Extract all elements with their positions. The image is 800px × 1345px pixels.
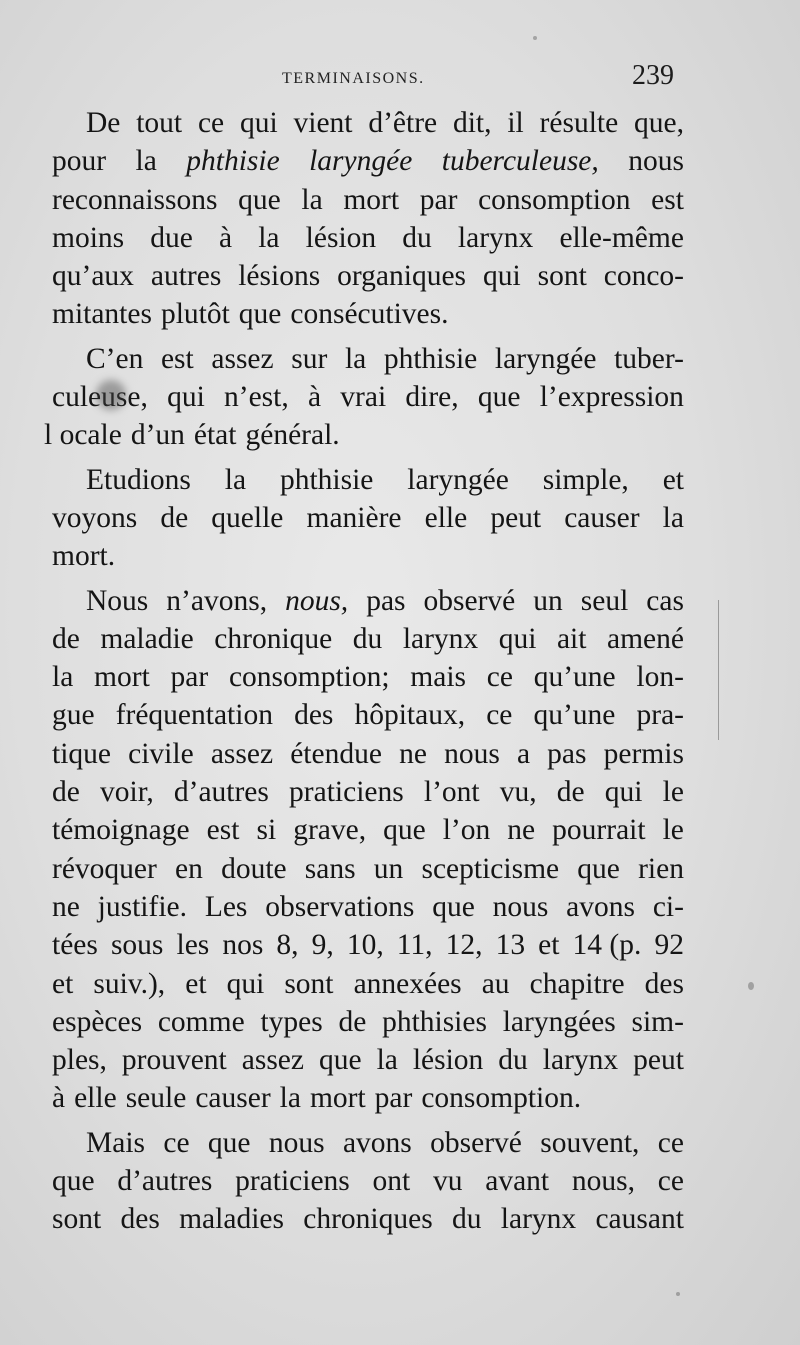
word: seul bbox=[580, 584, 629, 617]
word: lésion bbox=[305, 221, 377, 254]
word: 9, bbox=[311, 929, 334, 962]
word: qui bbox=[604, 776, 643, 809]
text-line bbox=[44, 416, 684, 454]
word: le bbox=[662, 776, 684, 809]
word: prouvent bbox=[121, 1044, 227, 1077]
word: maladie bbox=[100, 622, 194, 655]
text-line bbox=[52, 811, 684, 849]
word: observé bbox=[423, 584, 516, 617]
word: ce bbox=[657, 1165, 684, 1198]
word: pourrait bbox=[552, 814, 646, 847]
word: praticiens bbox=[235, 1165, 350, 1198]
text-line bbox=[52, 1079, 684, 1117]
word: que bbox=[238, 298, 282, 331]
word: à bbox=[219, 221, 233, 254]
word: des bbox=[120, 1203, 160, 1236]
word: maladies bbox=[179, 1203, 284, 1236]
word: cas bbox=[646, 584, 684, 617]
text-line bbox=[52, 1124, 684, 1162]
word: que bbox=[432, 890, 475, 923]
word: comme bbox=[157, 1005, 245, 1038]
word: qui bbox=[226, 967, 265, 1000]
word: consomption bbox=[478, 183, 631, 216]
word: ce bbox=[486, 699, 513, 732]
word: vrai bbox=[340, 381, 387, 414]
word: ne bbox=[507, 814, 536, 847]
word: et bbox=[662, 463, 684, 496]
word: du bbox=[498, 1044, 528, 1077]
word: mort bbox=[94, 661, 150, 694]
word: praticiens bbox=[289, 776, 404, 809]
word: des bbox=[294, 699, 334, 732]
text-line bbox=[52, 295, 684, 333]
word: état bbox=[193, 419, 237, 452]
word: causer bbox=[195, 1082, 271, 1115]
word: d’autres bbox=[173, 776, 269, 809]
word: que bbox=[238, 183, 281, 216]
word: sont bbox=[284, 967, 334, 1000]
ink-blot bbox=[96, 380, 126, 410]
word: causer bbox=[564, 501, 640, 534]
word: témoignage bbox=[52, 814, 190, 847]
text-line bbox=[52, 142, 684, 180]
word: par bbox=[374, 1082, 413, 1115]
word: peut bbox=[490, 501, 542, 534]
word: du bbox=[402, 221, 432, 254]
word: assez bbox=[241, 1044, 304, 1077]
word: est bbox=[160, 342, 194, 375]
word: ce bbox=[657, 1126, 684, 1159]
word: il bbox=[507, 107, 524, 139]
word: ci- bbox=[652, 890, 684, 923]
word: 12, bbox=[445, 929, 483, 962]
word: 8, bbox=[276, 929, 299, 962]
word: Les bbox=[204, 890, 248, 923]
text-line bbox=[52, 850, 684, 888]
word: Etudions bbox=[86, 463, 191, 496]
word: voir, bbox=[100, 776, 154, 809]
word: est bbox=[651, 183, 684, 216]
word: mais bbox=[410, 661, 467, 694]
word: ce bbox=[163, 1126, 190, 1159]
word: plutôt bbox=[160, 298, 230, 331]
word: vu bbox=[433, 1165, 463, 1198]
word: qui bbox=[167, 381, 205, 414]
text-line bbox=[52, 1041, 684, 1079]
word: des bbox=[644, 967, 684, 1000]
word: elle bbox=[74, 1082, 117, 1115]
word: mort bbox=[309, 1082, 366, 1115]
word: phthisie bbox=[279, 463, 374, 496]
word: due bbox=[150, 221, 193, 254]
word: avons bbox=[342, 1126, 412, 1159]
word: d’être bbox=[368, 107, 438, 139]
word: la bbox=[224, 463, 247, 496]
word: de bbox=[338, 1005, 367, 1038]
word: tique bbox=[52, 737, 111, 770]
word: la bbox=[279, 1082, 301, 1115]
word: ont bbox=[372, 1165, 411, 1198]
text-line bbox=[52, 461, 684, 499]
italic-word: nous, bbox=[285, 584, 349, 617]
word: 11, bbox=[396, 929, 433, 962]
word: simple, bbox=[542, 463, 629, 496]
word: général. bbox=[245, 419, 340, 452]
word: l’ont bbox=[423, 776, 480, 809]
italic-word: phthisie bbox=[186, 145, 280, 178]
word: rien bbox=[638, 852, 684, 885]
word: qu’une bbox=[533, 661, 616, 694]
word: du bbox=[352, 622, 383, 655]
word: qu’une bbox=[533, 699, 616, 732]
text-line bbox=[52, 219, 684, 257]
word: dire, bbox=[405, 381, 459, 414]
italic-word: laryngée bbox=[309, 145, 413, 178]
word: que bbox=[318, 1044, 362, 1077]
word: civile bbox=[128, 737, 194, 770]
word: avons bbox=[566, 890, 635, 923]
word: d’autres bbox=[117, 1165, 213, 1198]
word: la bbox=[344, 342, 367, 375]
word: chronique bbox=[214, 622, 333, 655]
word: De bbox=[86, 107, 121, 139]
word: révoquer bbox=[52, 852, 157, 885]
text-line bbox=[52, 499, 684, 537]
word: larynx bbox=[500, 1203, 577, 1236]
word: suiv.), bbox=[93, 967, 166, 1000]
text-line bbox=[52, 582, 684, 620]
text-line bbox=[52, 926, 684, 964]
word: qu’aux bbox=[52, 260, 134, 293]
word: moins bbox=[52, 221, 125, 254]
word: qui bbox=[498, 622, 537, 655]
word: et bbox=[185, 967, 207, 1000]
word: le bbox=[662, 814, 684, 847]
word: phthisie bbox=[383, 342, 478, 375]
word: organiques bbox=[337, 260, 467, 293]
word: ce bbox=[197, 107, 225, 139]
word: dit, bbox=[452, 107, 492, 139]
word: à bbox=[307, 381, 322, 414]
word: la bbox=[52, 661, 74, 694]
word: autres bbox=[150, 260, 222, 293]
word: que bbox=[577, 852, 620, 885]
word: mitantes bbox=[52, 298, 152, 331]
word: lésion bbox=[412, 1044, 484, 1077]
word: manière bbox=[306, 501, 402, 534]
word: l’expression bbox=[539, 381, 684, 414]
word: 14 (p. bbox=[572, 929, 642, 962]
word: souvent, bbox=[540, 1126, 640, 1159]
word: de bbox=[160, 501, 189, 534]
word: la bbox=[258, 221, 280, 254]
word: avant bbox=[485, 1165, 550, 1198]
word: amené bbox=[606, 622, 684, 655]
word: seule bbox=[125, 1082, 187, 1115]
text-line bbox=[52, 696, 684, 734]
ink-speck bbox=[533, 36, 537, 40]
text-line bbox=[52, 620, 684, 658]
word: permis bbox=[603, 737, 684, 770]
word: scepticisme bbox=[421, 852, 560, 885]
word: sont bbox=[537, 260, 587, 293]
word: fréquentation bbox=[115, 699, 273, 732]
page-header bbox=[0, 60, 800, 96]
word: nous bbox=[268, 1126, 325, 1159]
word: chroniques bbox=[303, 1203, 433, 1236]
word: laryngée bbox=[494, 342, 597, 375]
text-line bbox=[52, 257, 684, 295]
word: elle bbox=[424, 501, 468, 534]
word: consomption; bbox=[228, 661, 390, 694]
word: lon- bbox=[636, 661, 684, 694]
text-line bbox=[52, 104, 684, 142]
word: gue bbox=[52, 699, 95, 732]
word: et bbox=[538, 929, 560, 962]
word: sim- bbox=[631, 1005, 684, 1038]
word: l’on bbox=[442, 814, 491, 847]
word: tuber- bbox=[614, 342, 684, 375]
text-line bbox=[52, 340, 684, 378]
word: un bbox=[533, 584, 563, 617]
word: nous bbox=[628, 145, 684, 178]
word: consomption. bbox=[421, 1082, 582, 1115]
word: vu, bbox=[499, 776, 537, 809]
word: mort. bbox=[52, 540, 116, 573]
word: ait bbox=[556, 622, 587, 655]
word: que bbox=[52, 1165, 95, 1198]
word: annexées bbox=[353, 967, 462, 1000]
word: tées bbox=[52, 929, 98, 962]
word: n’avons, bbox=[166, 584, 268, 617]
word: en bbox=[175, 852, 203, 885]
word: n’est, bbox=[224, 381, 289, 414]
word: du bbox=[452, 1203, 482, 1236]
margin-mark bbox=[718, 600, 719, 740]
word: a bbox=[516, 737, 531, 770]
word: hôpitaux, bbox=[354, 699, 466, 732]
word: nous, bbox=[571, 1165, 635, 1198]
word: causant bbox=[595, 1203, 684, 1236]
word: laryngées bbox=[502, 1005, 616, 1038]
word: ne bbox=[52, 890, 80, 923]
italic-word: tuberculeuse, bbox=[441, 145, 599, 178]
word: espèces bbox=[52, 1005, 143, 1038]
text-line bbox=[52, 1200, 684, 1238]
word: pas bbox=[366, 584, 406, 617]
word: larynx bbox=[457, 221, 534, 254]
word: pas bbox=[547, 737, 587, 770]
word: que bbox=[207, 1126, 251, 1159]
word: ce bbox=[486, 661, 513, 694]
word: peut bbox=[633, 1044, 684, 1077]
word: au bbox=[481, 967, 510, 1000]
word: consécutives. bbox=[290, 298, 449, 331]
word: laryngée bbox=[407, 463, 509, 496]
word: quelle bbox=[211, 501, 284, 534]
word: doute bbox=[221, 852, 287, 885]
word: observations bbox=[265, 890, 415, 923]
word: assez bbox=[210, 737, 274, 770]
word: larynx bbox=[542, 1044, 619, 1077]
running-head: TERMINAISONS. bbox=[282, 70, 425, 87]
word: la bbox=[135, 145, 157, 178]
word: tout bbox=[136, 107, 183, 139]
word: C’en bbox=[86, 342, 144, 375]
word: de bbox=[556, 776, 585, 809]
word: à bbox=[52, 1082, 66, 1115]
word: si bbox=[256, 814, 277, 847]
word: de bbox=[52, 622, 80, 655]
word: étendue bbox=[290, 737, 382, 770]
word: 10, bbox=[346, 929, 384, 962]
text-line bbox=[52, 735, 684, 773]
word: nos bbox=[222, 929, 264, 962]
word: pour bbox=[52, 145, 107, 178]
word: vient bbox=[293, 107, 353, 139]
word: qui bbox=[482, 260, 521, 293]
word: l ocale bbox=[44, 419, 122, 452]
word: que bbox=[383, 814, 426, 847]
word: elle-même bbox=[559, 221, 684, 254]
text-line bbox=[52, 181, 684, 219]
text-line bbox=[52, 658, 684, 696]
word: Mais bbox=[86, 1126, 145, 1159]
word: la bbox=[376, 1044, 398, 1077]
word: phthisies bbox=[382, 1005, 487, 1038]
word: assez bbox=[211, 342, 274, 375]
word: 92 bbox=[654, 929, 684, 962]
word: d’un bbox=[130, 419, 185, 452]
word: chapitre bbox=[529, 967, 625, 1000]
text-line bbox=[52, 537, 684, 575]
word: que bbox=[477, 381, 521, 414]
word: ples, bbox=[52, 1044, 107, 1077]
text-line bbox=[52, 888, 684, 926]
text-line bbox=[52, 1003, 684, 1041]
word: par bbox=[170, 661, 209, 694]
word: voyons bbox=[52, 501, 138, 534]
word: types bbox=[260, 1005, 323, 1038]
word: sans bbox=[304, 852, 356, 885]
word: les bbox=[176, 929, 210, 962]
word: que, bbox=[634, 107, 684, 139]
ink-speck bbox=[748, 982, 754, 990]
word: pra- bbox=[636, 699, 684, 732]
word: résulte bbox=[539, 107, 619, 139]
word: reconnaissons bbox=[52, 183, 218, 216]
word: mort bbox=[343, 183, 400, 216]
word: la bbox=[301, 183, 323, 216]
word: larynx bbox=[402, 622, 479, 655]
word: et bbox=[52, 967, 74, 1000]
word: qui bbox=[239, 107, 278, 139]
word: 13 bbox=[495, 929, 526, 962]
word: observé bbox=[430, 1126, 522, 1159]
word: sous bbox=[110, 929, 164, 962]
text-line bbox=[52, 773, 684, 811]
word: lésions bbox=[238, 260, 321, 293]
word: conco- bbox=[603, 260, 684, 293]
text-line bbox=[52, 965, 684, 1003]
ink-speck bbox=[676, 1292, 680, 1296]
word: Nous bbox=[86, 584, 149, 617]
word: un bbox=[373, 852, 404, 885]
page-number: 239 bbox=[632, 60, 674, 91]
word: par bbox=[419, 183, 458, 216]
body-text bbox=[44, 104, 684, 1239]
word: nous bbox=[492, 890, 549, 923]
word: la bbox=[662, 501, 684, 534]
text-line bbox=[52, 1162, 684, 1200]
word: sur bbox=[291, 342, 328, 375]
word: culeuse, bbox=[52, 381, 148, 414]
word: est bbox=[206, 814, 240, 847]
word: grave, bbox=[293, 814, 367, 847]
word: nous bbox=[444, 737, 500, 770]
word: sont bbox=[52, 1203, 102, 1236]
word: justifie. bbox=[97, 890, 187, 923]
text-line bbox=[52, 378, 684, 416]
word: ne bbox=[399, 737, 427, 770]
word: de bbox=[52, 776, 80, 809]
